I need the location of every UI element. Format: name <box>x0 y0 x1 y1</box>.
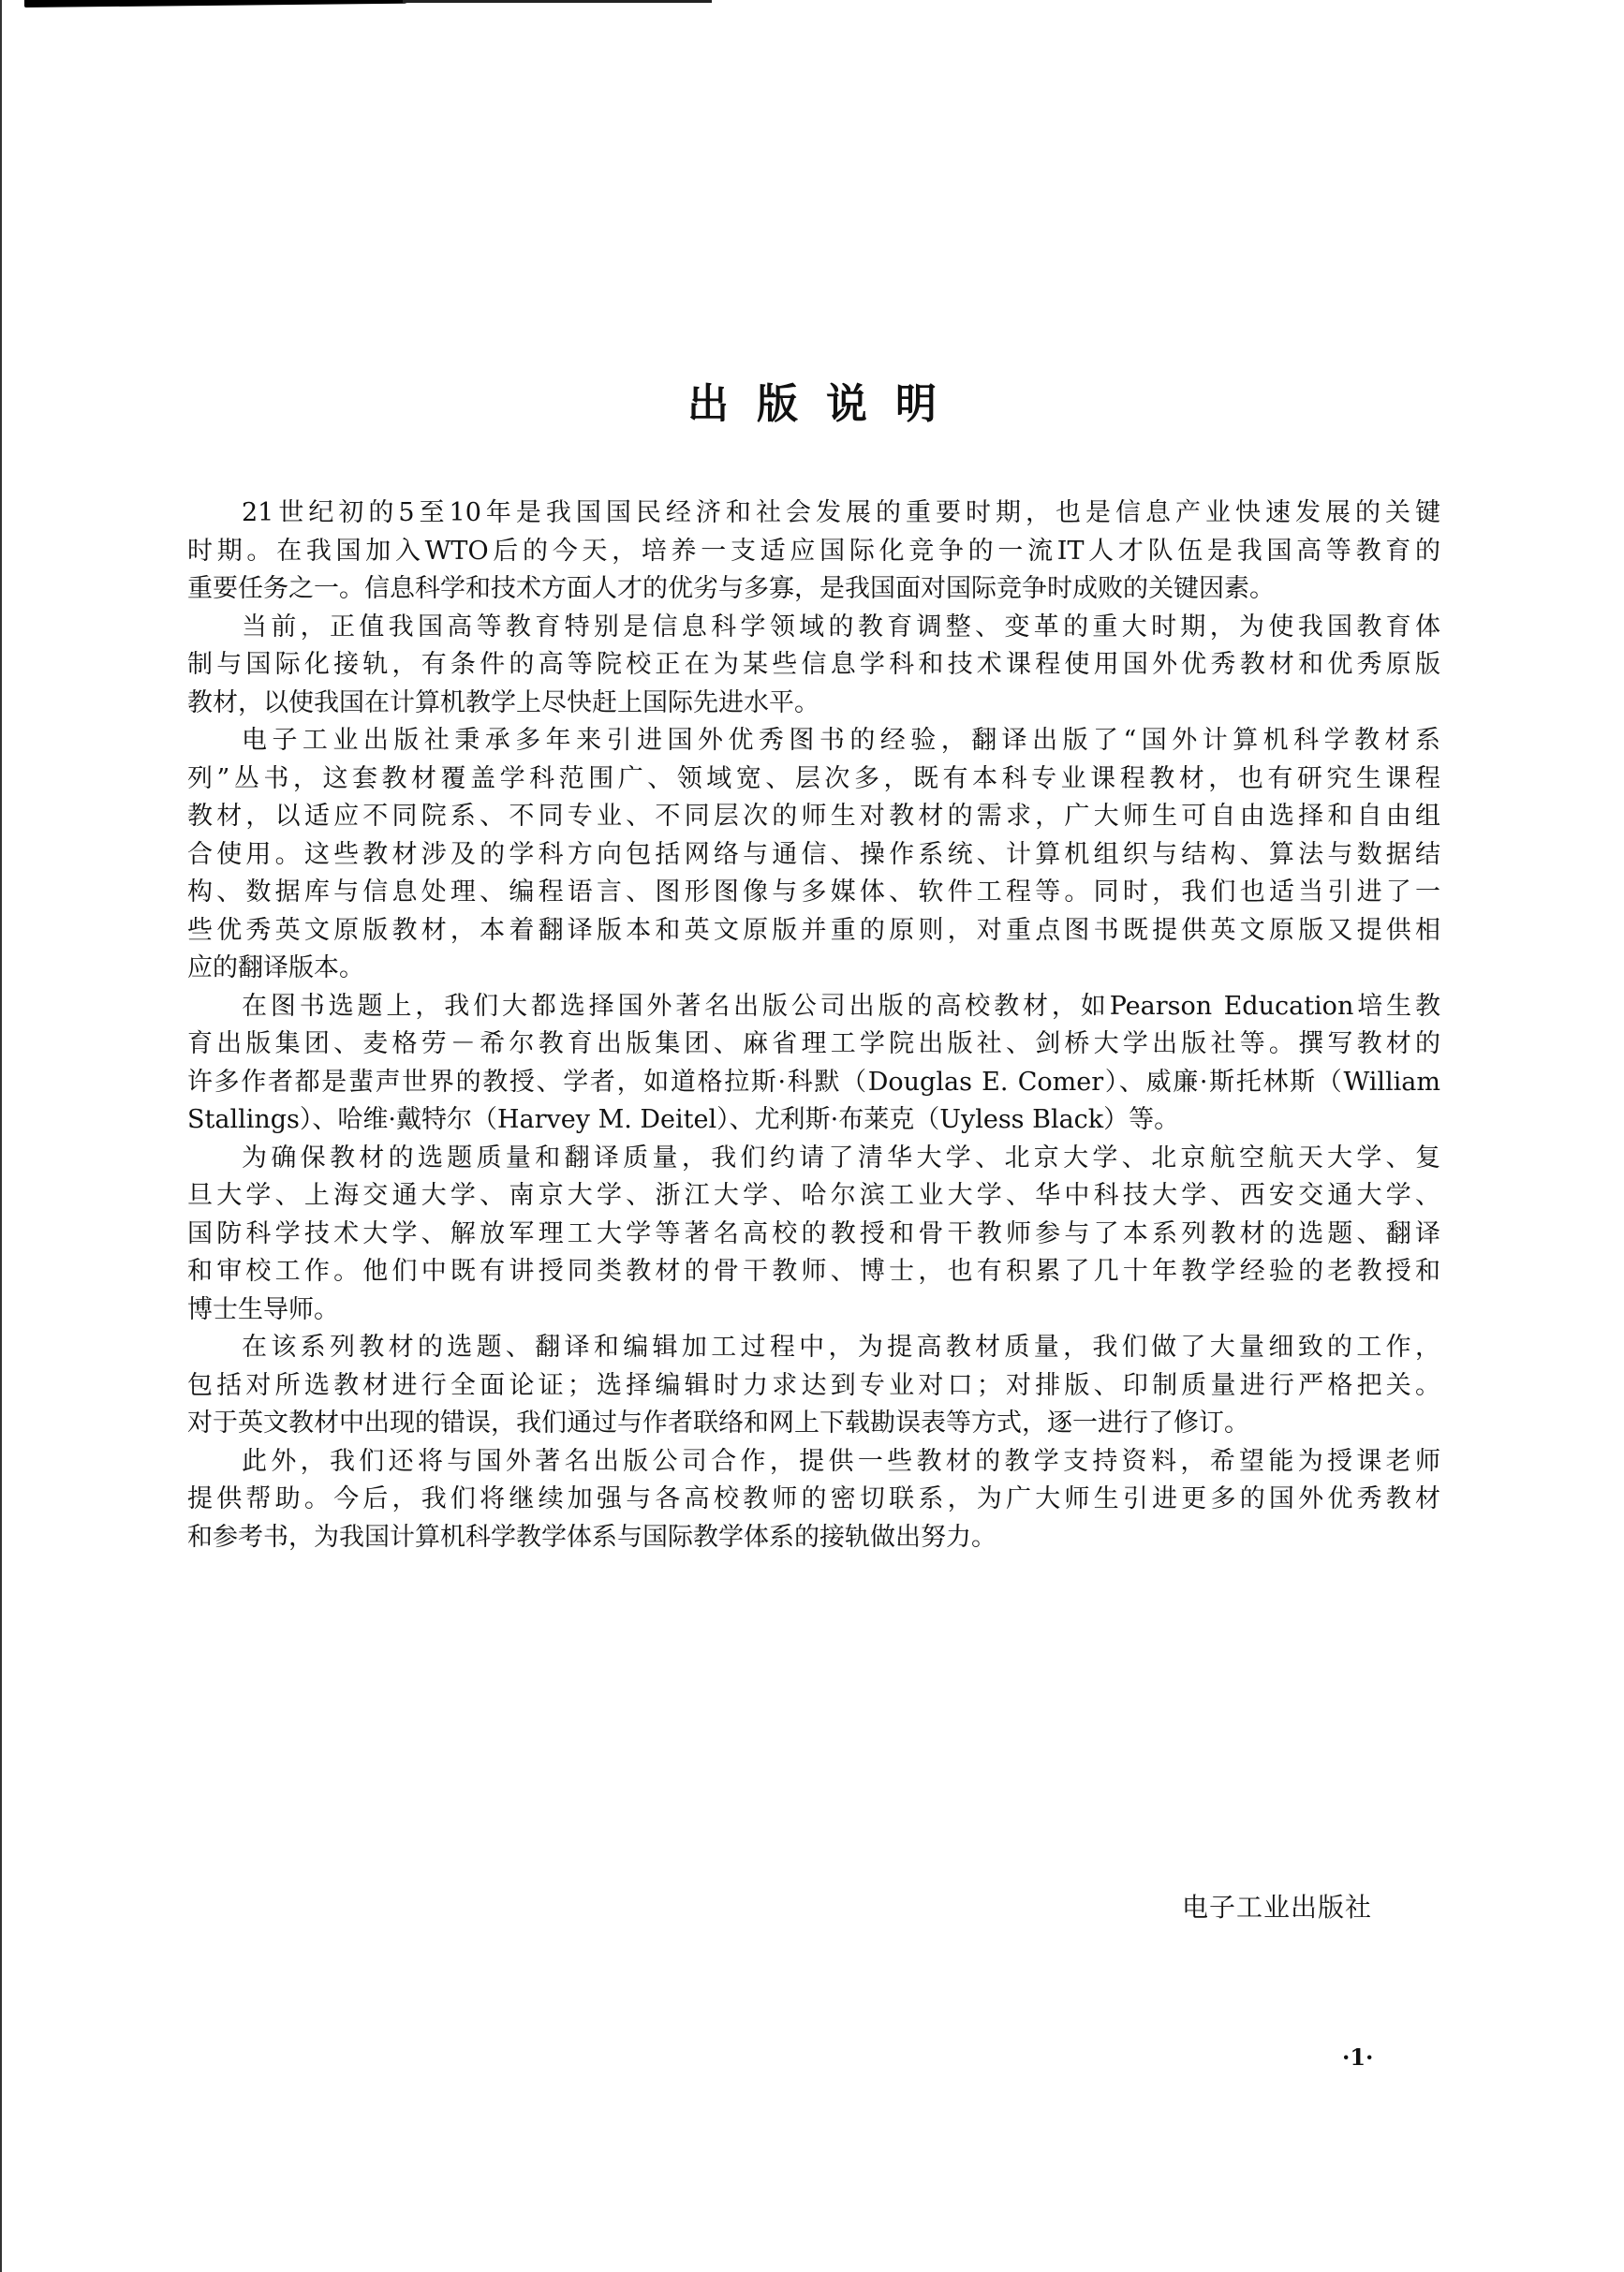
paragraph-line: 当前，正值我国高等教育特别是信息科学领域的教育调整、变革的重大时期，为使我国教育体 <box>242 612 1440 642</box>
paragraph <box>187 722 1440 988</box>
paragraph-line: 育出版集团、麦格劳－希尔教育出版集团、麻省理工学院出版社、剑桥大学出版社等。撰写教材的 <box>187 1029 1440 1058</box>
paragraph-line: 包括对所选教材进行全面论证；选择编辑时力求达到专业对口；对排版、印制质量进行严格把关。 <box>187 1370 1440 1400</box>
paragraph-line: 构、数据库与信息处理、编程语言、图形图像与多媒体、软件工程等。同时，我们也适当引进了一 <box>187 878 1440 907</box>
paragraph-line: 旦大学、上海交通大学、南京大学、浙江大学、哈尔滨工业大学、华中科技大学、西安交通大学、 <box>187 1181 1440 1210</box>
paragraph-line: 制与国际化接轨，有条件的高等院校正在为某些信息学科和技术课程使用国外优秀教材和优秀原版 <box>187 650 1440 679</box>
paragraph-line: 此外，我们还将与国外著名出版公司合作，提供一些教材的教学支持资料，希望能为授课老师 <box>242 1446 1440 1476</box>
page-title: 出版说明 <box>687 380 965 429</box>
paragraph-line: 应的翻译版本。 <box>187 953 364 982</box>
publisher-signature: 电子工业出版社 <box>1182 1892 1373 1923</box>
paragraph-line: 博士生导师。 <box>187 1294 339 1324</box>
paragraph-line: 合使用。这些教材涉及的学科方向包括网络与通信、操作系统、计算机组织与结构、算法与数据结 <box>187 839 1440 869</box>
paragraph <box>187 1329 1440 1443</box>
paragraph-line: 教材，以使我国在计算机教学上尽快赶上国际先进水平。 <box>187 687 819 717</box>
paragraph <box>187 988 1440 1140</box>
scan-top-rule <box>24 0 408 7</box>
paragraph-line: 教材，以适应不同院系、不同专业、不同层次的师生对教材的需求，广大师生可自由选择和自由组 <box>187 802 1440 831</box>
paragraph <box>187 1140 1440 1330</box>
paragraph-line: 为确保教材的选题质量和翻译质量，我们约请了清华大学、北京大学、北京航空航天大学、复 <box>242 1143 1440 1173</box>
paragraph-line: 在该系列教材的选题、翻译和编辑加工过程中，为提高教材质量，我们做了大量细致的工作， <box>242 1333 1440 1362</box>
paragraph <box>187 609 1440 723</box>
paragraph-line: 时期。在我国加入WTO后的今天，培养一支适应国际化竞争的一流IT人才队伍是我国高等教育的 <box>187 536 1440 566</box>
document-body <box>187 494 1440 1556</box>
paragraph-line: 许多作者都是蜚声世界的教授、学者，如道格拉斯·科默（Douglas E. Comer）、威廉·斯托林斯（William <box>187 1067 1440 1097</box>
paragraph-line: 在图书选题上，我们大都选择国外著名出版公司出版的高校教材，如Pearson Education培生教 <box>242 991 1440 1021</box>
paragraph-line: 电子工业出版社秉承多年来引进国外优秀图书的经验，翻译出版了“国外计算机科学教材系 <box>242 726 1440 755</box>
paragraph-line: 21世纪初的5至10年是我国国民经济和社会发展的重要时期，也是信息产业快速发展的关键 <box>242 498 1440 527</box>
paragraph-line: Stallings）、哈维·戴特尔（Harvey M. Deitel）、尤利斯·布莱克（Uyless Black）等。 <box>187 1105 1180 1134</box>
paragraph-line: 列”丛书，这套教材覆盖学科范围广、领域宽、层次多，既有本科专业课程教材，也有研究生课程 <box>187 763 1440 793</box>
paragraph-line: 提供帮助。今后，我们将继续加强与各高校教师的密切联系，为广大师生引进更多的国外优秀教材 <box>187 1484 1440 1513</box>
paragraph-line: 些优秀英文原版教材，本着翻译版本和英文原版并重的原则，对重点图书既提供英文原版又提供相 <box>187 915 1440 945</box>
scan-left-border <box>0 0 2 2272</box>
paragraph-line: 对于英文教材中出现的错误，我们通过与作者联络和网上下载勘误表等方式，逐一进行了修订。 <box>187 1409 1249 1438</box>
page-number: ·1· <box>1342 2043 1374 2071</box>
paragraph-line: 国防科学技术大学、解放军理工大学等著名高校的教授和骨干教师参与了本系列教材的选题、翻译 <box>187 1218 1440 1248</box>
paragraph-line: 和参考书，为我国计算机科学教学体系与国际教学体系的接轨做出努力。 <box>187 1522 997 1552</box>
paragraph-line: 重要任务之一。信息科学和技术方面人才的优劣与多寡，是我国面对国际竞争时成败的关键因素。 <box>187 574 1275 603</box>
paragraph <box>187 494 1440 609</box>
scan-top-rule-thin <box>403 0 712 3</box>
paragraph-line: 和审校工作。他们中既有讲授同类教材的骨干教师、博士，也有积累了几十年教学经验的老教授和 <box>187 1257 1440 1286</box>
paragraph <box>187 1443 1440 1557</box>
